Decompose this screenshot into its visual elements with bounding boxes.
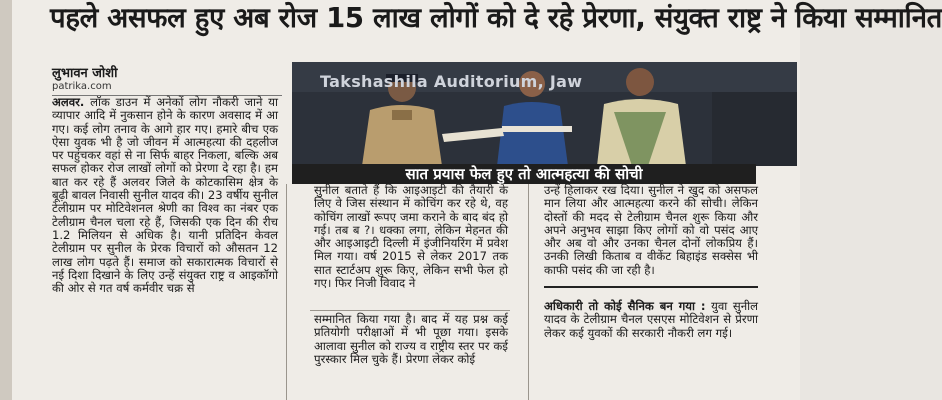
vertical-rule-1 xyxy=(286,184,287,400)
dateline: अलवर. xyxy=(52,95,85,109)
page-margin-strip xyxy=(0,0,12,400)
column-3: उन्हें हिलाकर रख दिया। सुनील ने खुद को असफल मान लिया और आत्महत्या करने की सोची। लेकिन दोस्तों की मदद से टेलीग्राम चैनल शुरू किया और अपने अनुभव साझा किए लोगों को वो पसंद आए और अब वो और उनका चैनल दोनों लोकप्रिय हैं। उनकी लिखी किताब व वीकेंट बिहाइंड सक्सेस भी काफी पसंद की जा रही है। xyxy=(544,183,758,277)
headline: पहले असफल हुए अब रोज 15 लाख लोगों को दे रहे प्रेरणा, संयुक्त राष्ट्र ने किया सम्मानित xyxy=(50,2,942,34)
box-rule xyxy=(544,286,758,300)
column-divider xyxy=(310,310,510,311)
byline xyxy=(52,66,282,96)
column-2: सुनील बताते हैं कि आइआइटी की तैयारी के लिए वे जिस संस्थान में कोचिंग कर रहे थे, वह कोचिंग लाखों रूपए जमा कराने के बाद बंद हो गई। तब ब ?। धक्का लगा, लेकिन मेहनत की और आइआइटी दिल्ली में इंजीनियरिंग में प्रवेश मिल गया। वर्ष 2015 से लेकर 2017 तक सात स्टार्टअप शुरू किए, लेकिन सभी फेल हो गए। फिर निजी विवाद ने xyxy=(314,183,508,291)
byline-name: लुभावन जोशी xyxy=(52,66,118,81)
vertical-rule-2 xyxy=(528,184,529,400)
box-lead: अधिकारी तो कोई सैनिक बन गया : xyxy=(544,299,706,313)
box-text: युवा सुनील यादव के टेलीग्राम चैनल एसएस मोटिवेशन से प्रेरणा लेकर कई युवकों की सरकारी नौकरी लग गई। xyxy=(544,299,758,340)
byline-org: patrika.com xyxy=(52,81,112,92)
column-3-box xyxy=(544,300,758,400)
photo-banner-text: Takshashila Auditorium, Jaw xyxy=(320,72,583,91)
column-1 xyxy=(52,96,278,400)
subheadline: सात प्रयास फेल हुए तो आत्महत्या की सोची xyxy=(292,164,756,184)
news-photo xyxy=(292,62,797,166)
column-1-text: लॉक डाउन में अनेकों लोग नौकरी जाने या व्यापार आदि में नुकसान होने के कारण अवसाद में आ गए। कई लोग तनाव के आगे हार गए। हमारे बीच एक ऐसा युवक भी है जो जीवन में आत्महत्या की दहलीज पर पहुंचकर वहां से ना सिर्फ बाहर निकला, बल्कि अब सफल होकर रोज लाखों लोगों को प्रेरणा दे रहा है। हम बात कर रहे हैं अलवर जिले के कोटकासिम क्षेत्र के बूढ़ी बावल निवासी सुनील यादव की। 23 वर्षीय सुनील टेलीग्राम पर मोटिवेशनल श्रेणी का विश्व का नंबर एक टेलीग्राम चैनल चला रहे हैं, जिसकी एक दिन की रीच 1.2 मिलियन से अधिक है। यानी प्रतिदिन केवल टेलीग्राम पर सुनील के प्रेरक विचारों को औसतन 12 लाख लोग पढ़ते हैं। समाज को सकारात्मक विचारों से नई दिशा दिखाने के लिए उन्हें संयुक्त राष्ट्र व आइकॉगो की ओर से गत वर्ष कर्मवीर चक्र से xyxy=(52,95,278,296)
column-2-continued: सम्मानित किया गया है। बाद में यह प्रश्न कई प्रतियोगी परीक्षाओं में भी पूछा गया। इसके आलावा सुनील को राज्य व राष्ट्रीय स्तर पर कई पुरस्कार मिल चुके हैं। प्रेरणा लेकर कोई xyxy=(314,312,508,366)
